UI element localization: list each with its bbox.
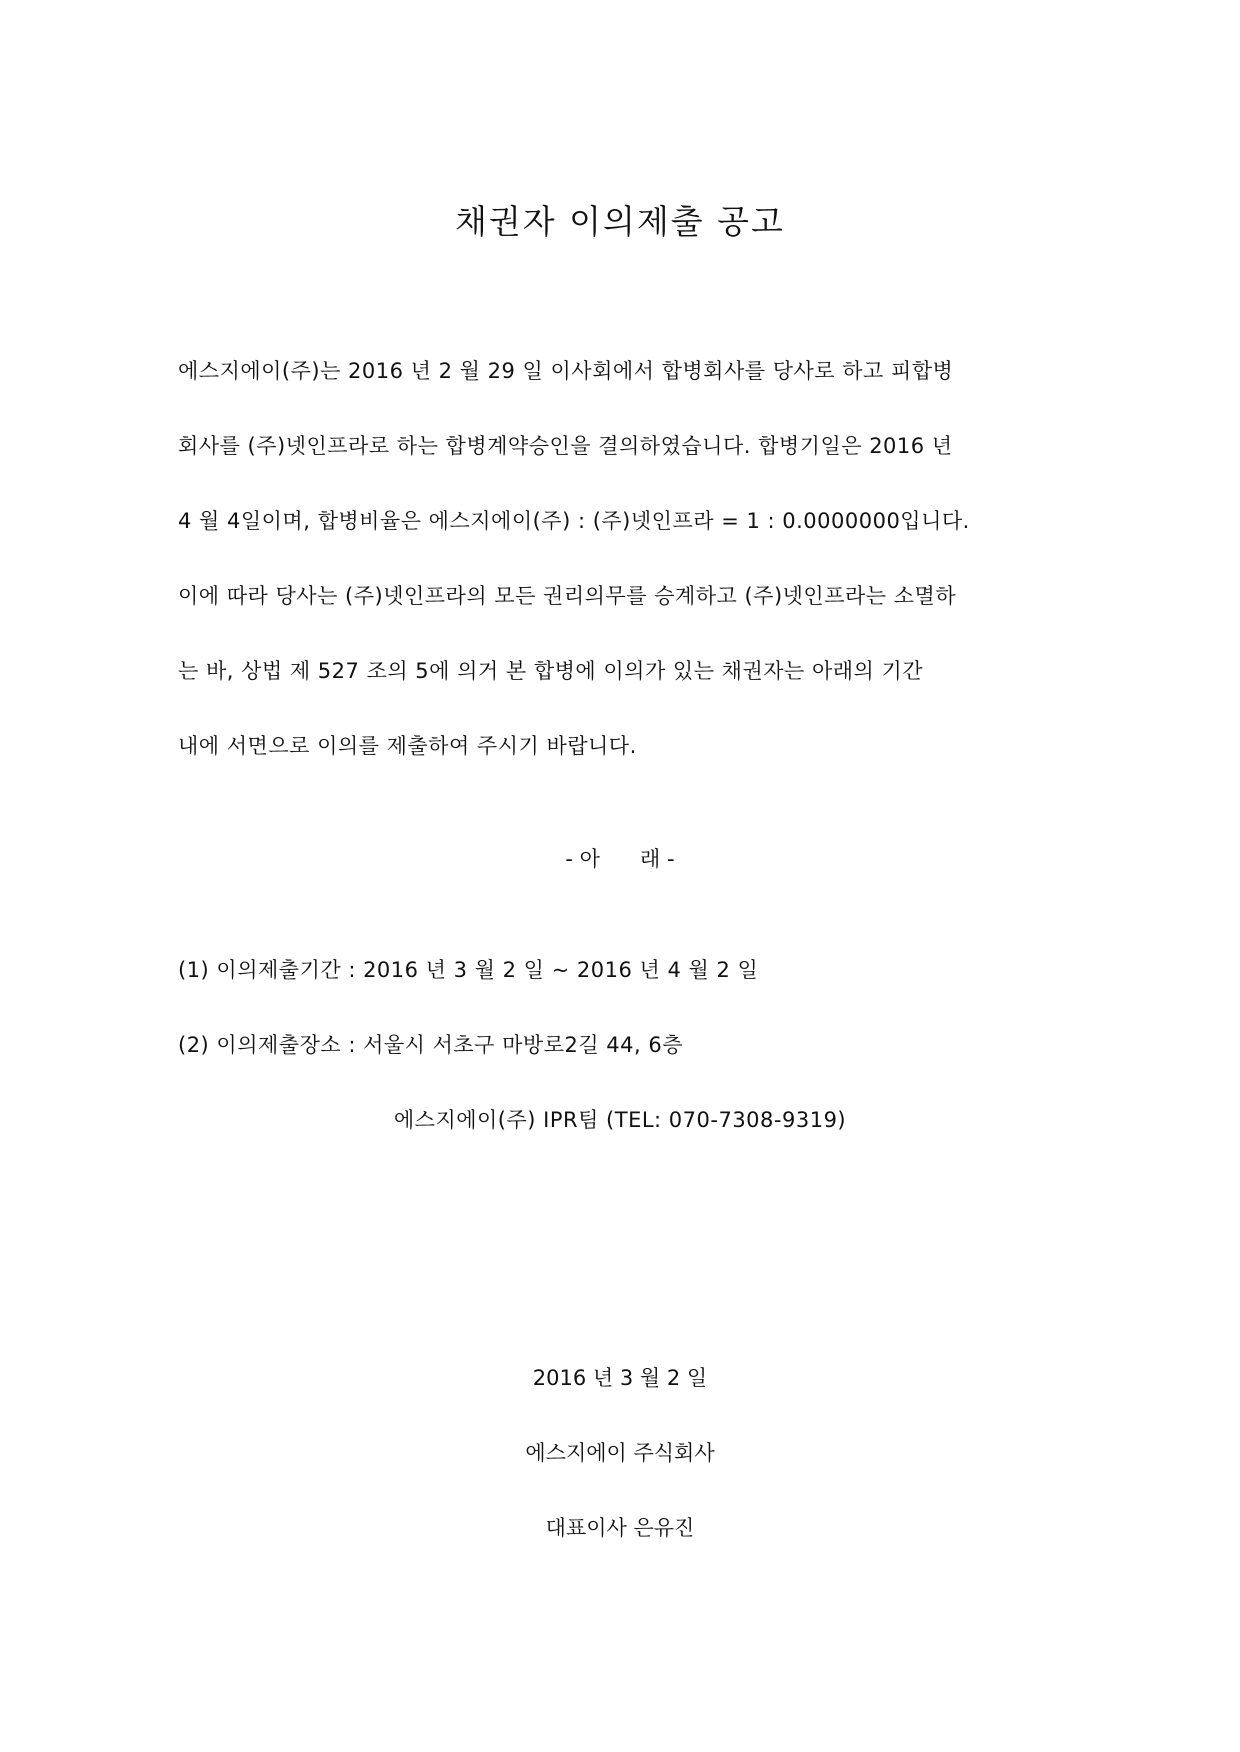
section-header: - 아 래 - (565, 847, 675, 871)
company-name: 에스지에이 주식회사 (525, 1441, 715, 1465)
representative-name: 대표이사 은유진 (545, 1516, 695, 1540)
contact-info: 에스지에이(주) IPR팀 (TEL: 070-7308-9319) (393, 1108, 847, 1132)
paragraph-line-6: 내에 서면으로 이의를 제출하여 주시기 바랍니다. (178, 734, 637, 758)
paragraph-line-1: 에스지에이(주)는 2016 년 2 월 29 일 이사회에서 합병회사를 당사로 하고 피합병 (178, 359, 954, 383)
notice-title: 채권자 이의제출 공고 (455, 202, 785, 241)
paragraph-line-5: 는 바, 상법 제 527 조의 5에 의거 본 합병에 이의가 있는 채권자는 아래의 기간 (178, 659, 924, 683)
objection-period: (1) 이의제출기간 : 2016 년 3 월 2 일 ~ 2016 년 4 월 2 일 (178, 958, 759, 982)
objection-location: (2) 이의제출장소 : 서울시 서초구 마방로2길 44, 6층 (178, 1033, 684, 1057)
notice-date: 2016 년 3 월 2 일 (532, 1366, 708, 1390)
paragraph-line-4: 이에 따라 당사는 (주)넷인프라의 모든 권리의무를 승계하고 (주)넷인프라는 소멸하 (178, 584, 957, 608)
paragraph-line-3: 4 월 4일이며, 합병비율은 에스지에이(주) : (주)넷인프라 = 1 : 0.0000000입니다. (178, 509, 970, 533)
paragraph-line-2: 회사를 (주)넷인프라로 하는 합병계약승인을 결의하였습니다. 합병기일은 2016 년 (178, 434, 953, 458)
